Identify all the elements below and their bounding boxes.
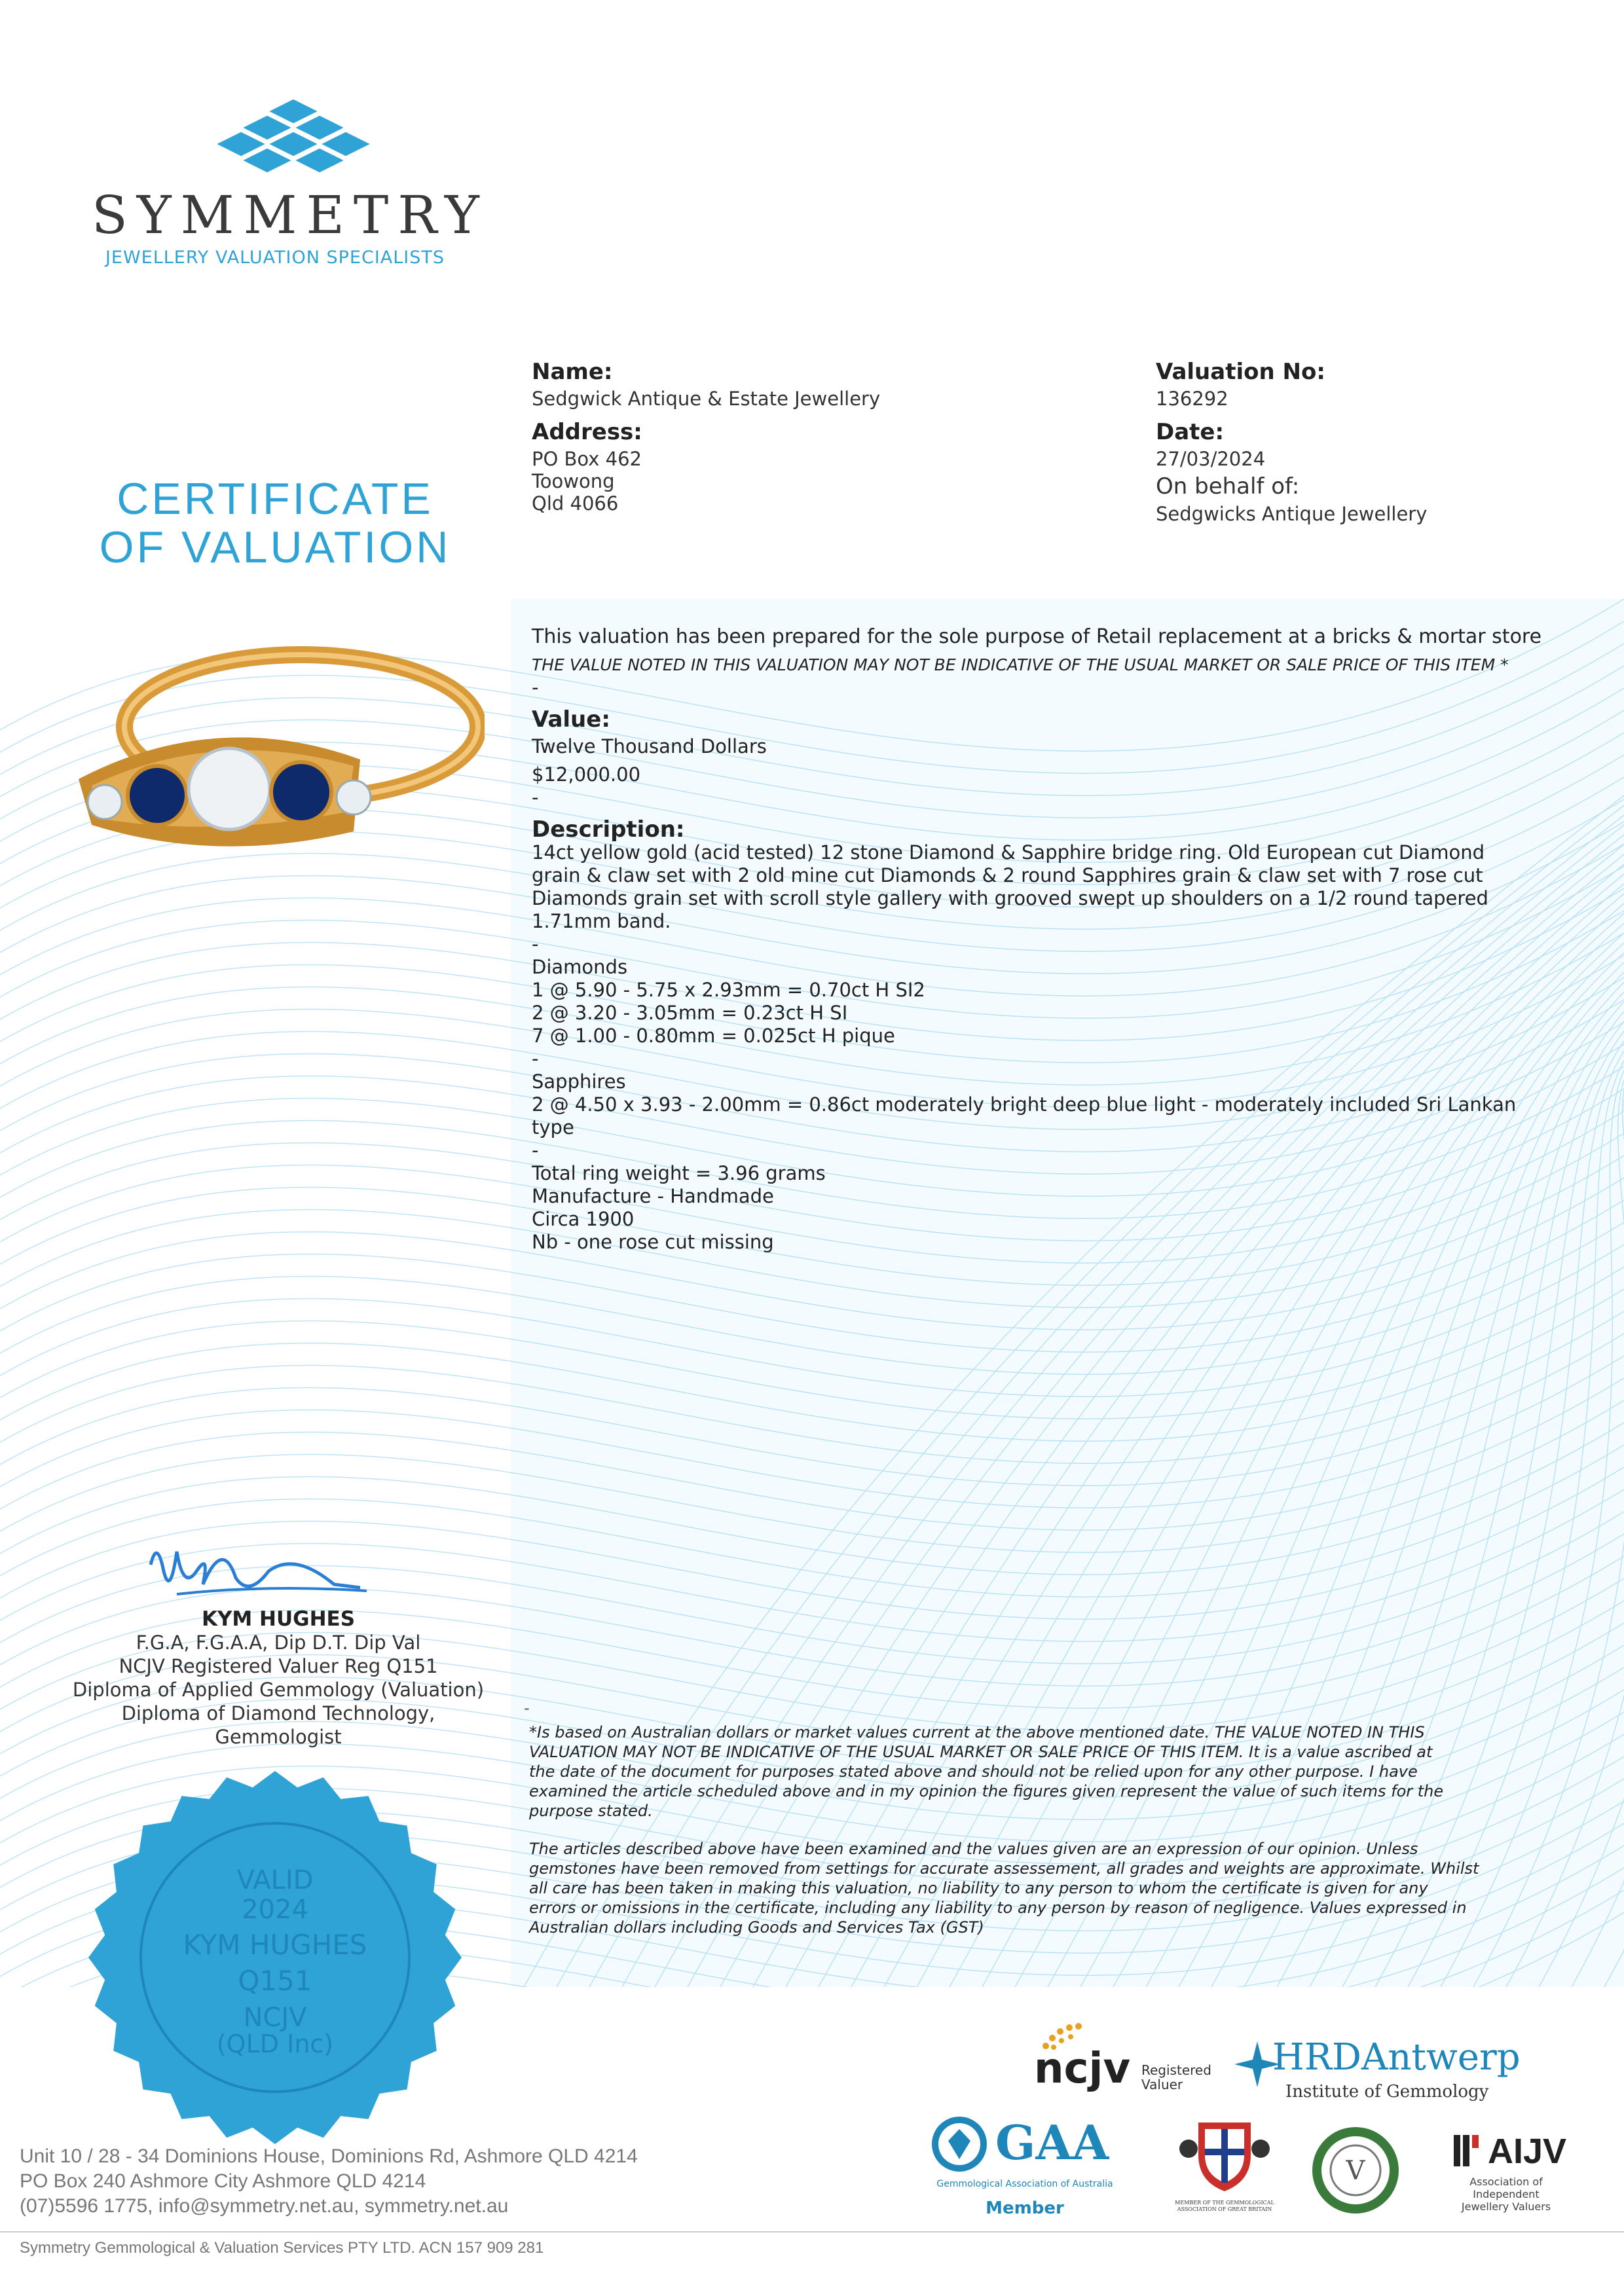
seal-line: Q151: [238, 1965, 312, 1997]
description-line: Total ring weight = 3.96 grams: [532, 1162, 826, 1184]
ring-photo: [52, 629, 485, 890]
description-line: -: [532, 1048, 539, 1070]
aijv-logo: [1447, 2131, 1565, 2223]
description-line: 1.71mm band.: [532, 910, 671, 932]
client-block: [532, 359, 880, 515]
certificate-title-line-2: OF VALUATION: [99, 522, 451, 572]
hrd-wordmark: HRDAntwerp: [1272, 2036, 1521, 2079]
separator-dash: -: [532, 676, 539, 699]
value-words: Twelve Thousand Dollars: [532, 735, 767, 757]
description-line: 1 @ 5.90 - 5.75 x 2.93mm = 0.70ct H SI2: [532, 979, 925, 1001]
disclaimer-line: The articles described above have been examined and the values given are an expression of our opinion. Unless: [529, 1840, 1418, 1858]
gagb-sub-line: MEMBER OF THE GEMMOLOGICAL: [1175, 2200, 1274, 2206]
seal-line: 2024: [242, 1895, 308, 1925]
footer-address-line: (07)5596 1775, info@symmetry.net.au, symmetry.net.au: [20, 2195, 509, 2217]
disclaimer-2: [524, 1839, 1624, 1937]
gaa-emblem-icon: [930, 2115, 989, 2174]
symmetry-logo-icon: [195, 98, 392, 183]
disclaimer-line: gemstones have been removed from settings for accurate assessement, all grades and weights are approximate. Whilst: [529, 1859, 1479, 1878]
gagb-crest: [1166, 2109, 1283, 2227]
address-line: PO Box 462: [532, 448, 642, 470]
certificate-title: [65, 475, 485, 572]
description-line: Circa 1900: [532, 1208, 635, 1230]
address-line: Qld 4066: [532, 492, 619, 515]
date-label: Date:: [1156, 419, 1225, 445]
behalf-label: On behalf of:: [1156, 473, 1300, 500]
valuer-credential: Diploma of Applied Gemmology (Valuation): [72, 1679, 485, 1701]
footer-address: [20, 2144, 638, 2219]
certificate-title-line-1: CERTIFICATE: [117, 474, 434, 524]
gaa-wordmark: GAA: [995, 2115, 1109, 2170]
aijv-bars-icon: [1454, 2135, 1485, 2166]
ncjv-sub-line: Valuer: [1141, 2077, 1183, 2092]
disclaimer-line: *Is based on Australian dollars or market values current at the above mentioned date. THE VALUE NOTED IN THIS: [529, 1723, 1425, 1741]
aijv-wordmark: AIJV: [1488, 2132, 1567, 2171]
ncjv-sub-line: Registered: [1141, 2062, 1211, 2078]
aijv-sub-line: Association of: [1469, 2176, 1543, 2188]
disclaimer-line: purpose stated.: [529, 1802, 653, 1820]
client-name: Sedgwick Antique & Estate Jewellery: [532, 388, 881, 410]
description-line: Diamonds: [532, 956, 628, 978]
ncjv-wordmark: ncjv: [1034, 2045, 1131, 2093]
footer-company: Symmetry Gemmological & Valuation Services PTY LTD. ACN 157 909 281: [20, 2239, 544, 2257]
description-line: Manufacture - Handmade: [532, 1185, 774, 1207]
gaa-logo: [930, 2115, 1120, 2226]
description-lines: [532, 841, 1541, 1254]
description-label: Description:: [532, 816, 685, 843]
valuation-number: 136292: [1156, 388, 1228, 410]
gaa-subtitle: Gemmological Association of Australia: [936, 2179, 1113, 2189]
description-line: 7 @ 1.00 - 0.80mm = 0.025ct H pique: [532, 1025, 895, 1047]
signature: [138, 1525, 373, 1611]
disclaimer-line: errors or omissions in the certificate, including any liability to any person by reason of negligence. Values expressed in: [529, 1899, 1467, 1917]
hrd-logo: [1234, 2036, 1522, 2108]
seal-line: KYM HUGHES: [183, 1929, 367, 1961]
hrd-subtitle: Institute of Gemmology: [1285, 2082, 1489, 2102]
aijv-sub-line: Jewellery Valuers: [1461, 2200, 1551, 2213]
purpose-note: THE VALUE NOTED IN THIS VALUATION MAY NOT BE INDICATIVE OF THE USUAL MARKET OR SALE PRICE OF THIS ITEM *: [532, 655, 1509, 674]
behalf-name: Sedgwicks Antique Jewellery: [1156, 503, 1428, 525]
valuer-credential: Gemmologist: [215, 1726, 342, 1748]
brand-name: SYMMETRY: [92, 185, 489, 246]
valuers-circle-logo: [1310, 2124, 1401, 2216]
gagb-subtitle: [1166, 2200, 1283, 2213]
valuer-block: [39, 1607, 517, 1749]
description-line: 2 @ 4.50 x 3.93 - 2.00mm = 0.86ct moderately bright deep blue light - moderately included Sri Lankan: [532, 1093, 1517, 1116]
valuation-content: [532, 625, 1541, 1254]
disclaimer-line: examined the article scheduled above and in my opinion the figures given represent the value of such items for the: [529, 1782, 1444, 1800]
description-line: Nb - one rose cut missing: [532, 1231, 774, 1253]
ncjv-seal: [85, 1768, 465, 2147]
description-line: grain & claw set with 2 old mine cut Diamonds & 2 round Sapphires grain & claw set with 7 rose cut: [532, 864, 1483, 886]
gagb-sub-line: ASSOCIATION OF GREAT BRITAIN: [1177, 2206, 1272, 2212]
circle-letter: V: [1346, 2156, 1365, 2186]
disclaimer-1: [524, 1722, 1624, 1821]
disclaimer-panel: [524, 1699, 1624, 1980]
coat-of-arms-icon: [1179, 2109, 1270, 2195]
footer-address-line: Unit 10 / 28 - 34 Dominions House, Dominions Rd, Ashmore QLD 4214: [20, 2145, 638, 2167]
footer-divider: [0, 2231, 1624, 2232]
valuation-number-label: Valuation No:: [1156, 359, 1325, 385]
valuation-date: 27/03/2024: [1156, 448, 1266, 470]
separator-dash: -: [524, 1699, 530, 1717]
aijv-sub-line: Independent: [1473, 2188, 1540, 2200]
address-line: Toowong: [532, 470, 615, 492]
disclaimer-line: all care has been taken in making this valuation, no liability to any person to whom the certificate is given for any: [529, 1879, 1428, 1897]
separator-dash: -: [532, 786, 539, 809]
description-line: type: [532, 1116, 574, 1139]
ncjv-sub: [1141, 2063, 1211, 2092]
valuer-credential: NCJV Registered Valuer Reg Q151: [119, 1655, 438, 1677]
description-line: 2 @ 3.20 - 3.05mm = 0.23ct H SI: [532, 1002, 848, 1024]
valuation-block: [1156, 359, 1427, 525]
footer-address-line: PO Box 240 Ashmore City Ashmore QLD 4214: [20, 2170, 426, 2192]
seal-line: (QLD Inc): [216, 2030, 334, 2058]
seal-line: NCJV: [243, 2003, 307, 2033]
value-amount: $12,000.00: [532, 763, 641, 786]
disclaimer-line: VALUATION MAY NOT BE INDICATIVE OF THE USUAL MARKET OR SALE PRICE OF THIS ITEM. It is a value ascribed at: [529, 1743, 1433, 1761]
brand-tagline: JEWELLERY VALUATION SPECIALISTS: [105, 247, 445, 268]
aijv-subtitle: [1447, 2176, 1565, 2213]
disclaimer-line: the date of the document for purposes stated above and should not be relied upon for any other purpose. I have: [529, 1762, 1418, 1781]
description-line: Diamonds grain set with scroll style gallery with grooved swept up shoulders on a 1/2 round tapered: [532, 887, 1488, 909]
description-line: -: [532, 933, 539, 955]
valuer-credential: F.G.A, F.G.A.A, Dip D.T. Dip Val: [136, 1631, 421, 1654]
ncjv-logo: [1031, 2020, 1228, 2105]
description-line: Sapphires: [532, 1070, 626, 1093]
description-line: -: [532, 1139, 539, 1161]
description-line: 14ct yellow gold (acid tested) 12 stone Diamond & Sapphire bridge ring. Old European cut Diamond: [532, 841, 1485, 864]
valuer-credential: Diploma of Diamond Technology,: [121, 1702, 435, 1724]
gaa-member: Member: [986, 2198, 1064, 2218]
address-label: Address:: [532, 419, 642, 445]
value-label: Value:: [532, 706, 610, 733]
seal-line: VALID: [236, 1865, 314, 1895]
name-label: Name:: [532, 359, 613, 385]
purpose-text: This valuation has been prepared for the sole purpose of Retail replacement at a bricks & mortar store: [532, 625, 1542, 648]
disclaimer-line: Australian dollars including Goods and Services Tax (GST): [529, 1918, 984, 1937]
valuer-name: KYM HUGHES: [201, 1607, 356, 1631]
